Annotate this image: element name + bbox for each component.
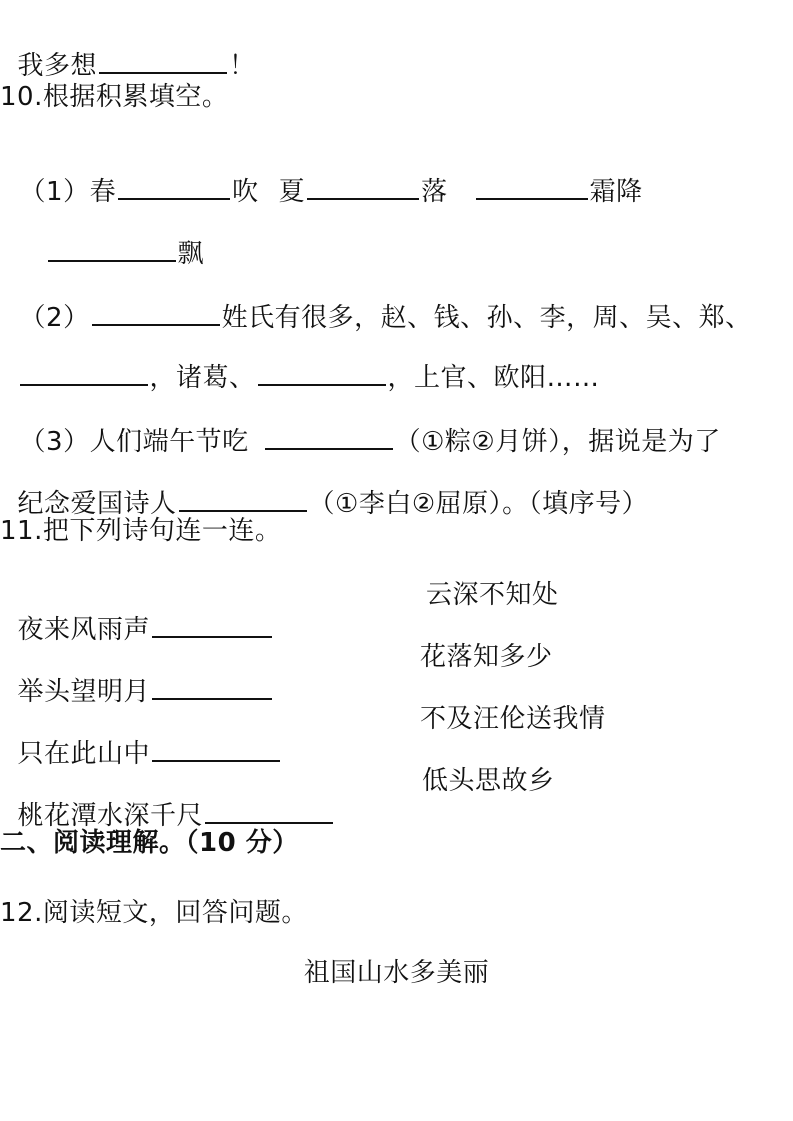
q10-part3-text1: 人们端午节吃	[89, 427, 249, 457]
q10-part2-line	[2, 266, 752, 335]
q11-right-3: 不及汪伦送我情	[420, 704, 606, 734]
q10-part2-text2: ，诸葛、	[149, 363, 256, 393]
q10-part2-text1: 姓氏有很多，赵、钱、孙、李，周、吴、郑、	[221, 303, 752, 333]
q10-part1-e: 霜降	[589, 177, 643, 207]
q10-part3-text3: 纪念爱国诗人	[17, 489, 177, 519]
q10-part1-c: 夏	[278, 177, 306, 207]
q10-part3-text2: （①粽②月饼），据说是为了	[394, 427, 721, 457]
q10-part1-line2	[28, 202, 204, 271]
q10-part1-b: 吹	[232, 177, 259, 207]
q11-right-1: 云深不知处	[426, 580, 559, 610]
q11-left-2-blank[interactable]	[152, 674, 272, 700]
q10-part1-f: 飘	[177, 239, 205, 269]
q10-part2-line2	[0, 326, 600, 395]
q11-left-4: 桃花潭水深千尺	[17, 801, 204, 831]
section2-title: 二、阅读理解。（10 分）	[0, 828, 299, 858]
q10-part1-a: 春	[89, 177, 117, 207]
q10-part3-line	[2, 390, 721, 459]
q9-tail-prefix: 我多想	[17, 51, 98, 81]
q10-part2-text3: ，上官、欧阳……	[387, 363, 600, 393]
q10-part1-blank3[interactable]	[476, 174, 588, 200]
q11-left-3-blank[interactable]	[152, 736, 280, 762]
q11-right-4: 低头思故乡	[422, 766, 555, 796]
q9-tail-line	[0, 14, 256, 83]
q11-left-1-line	[0, 578, 274, 647]
q11-right-2: 花落知多少	[420, 642, 553, 672]
q10-part2-blank2[interactable]	[20, 360, 148, 386]
q11-left-3-line	[0, 702, 282, 771]
q11-left-1: 夜来风雨声	[17, 615, 151, 645]
q11-left-4-blank[interactable]	[205, 798, 333, 824]
q11-left-1-blank[interactable]	[152, 612, 272, 638]
q11-left-2-line	[0, 640, 274, 709]
q12-title: 12.阅读短文，回答问题。	[0, 898, 308, 928]
q10-title: 10.根据积累填空。	[0, 82, 229, 112]
q11-left-4-line	[0, 764, 335, 833]
q10-part2-blank3[interactable]	[258, 360, 386, 386]
q10-part2-label: （2）	[19, 303, 90, 333]
q10-part1-blank4[interactable]	[48, 236, 176, 262]
q10-part3-text4: （①李白②屈原）。（填序号）	[308, 489, 649, 519]
q9-tail-suffix: ！	[229, 51, 256, 81]
q9-tail-blank[interactable]	[99, 48, 227, 74]
q10-part3-blank2[interactable]	[179, 486, 307, 512]
q10-part3-line2	[0, 452, 648, 521]
q11-left-2: 举头望明月	[17, 677, 151, 707]
q12-passage-title: 祖国山水多美丽	[303, 958, 490, 988]
q10-part1-blank2[interactable]	[307, 174, 419, 200]
q10-part3-blank1[interactable]	[265, 424, 393, 450]
q10-part1-line	[2, 140, 643, 209]
q10-part1-label: （1）	[19, 177, 90, 207]
q10-part1-d: 落	[421, 177, 448, 207]
q10-part2-blank1[interactable]	[92, 300, 220, 326]
q10-part3-label: （3）	[19, 427, 90, 457]
q11-left-3: 只在此山中	[17, 739, 151, 769]
q11-title: 11.把下列诗句连一连。	[0, 516, 282, 546]
q10-part1-blank1[interactable]	[118, 174, 230, 200]
